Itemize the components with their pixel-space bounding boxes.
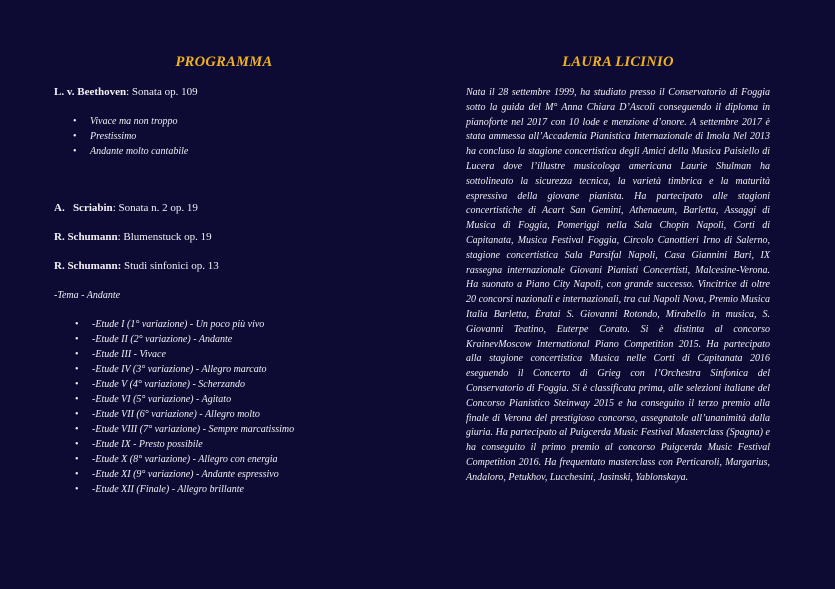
bullet-icon: • — [75, 439, 79, 450]
movement-label: Andante molto cantabile — [90, 146, 189, 157]
bullet-icon: • — [75, 424, 79, 435]
etude-item — [75, 452, 294, 467]
etude-item — [75, 347, 294, 362]
movement-label: -Etude VI (5° variazione) - Agitato — [92, 394, 232, 405]
movement-label: -Etude XI (9° variazione) - Andante espressivo — [92, 469, 279, 480]
etude-item — [75, 437, 294, 452]
movement-label: -Etude III - Vivace — [92, 349, 166, 360]
movement-label: -Etude II (2° variazione) - Andante — [92, 334, 233, 345]
etude-item — [75, 332, 294, 347]
movement-item — [73, 114, 188, 129]
composer-scriabin: A. Scriabin — [54, 202, 113, 214]
bullet-icon: • — [75, 469, 79, 480]
biography-text: Nata il 28 settembre 1999, ha studiato presso il Conservatorio di Foggia sotto la guida del M° Anna Chiara D’Ascoli conseguendo il diploma in pianoforte nel 2017 con 10 lode e menzione d’onore. A settembre 2017 è stata ammessa all’Accademia Pianistica Internazionale di Imola Nel 2013 ha concluso la stagione concertistica degli Amici della Musica Paisiello di Lucera dove l’illustre musicologa americana Laurie Shulman ha sottolineato la sicurezza tecnica, la varietà timbrica e la maturità espressiva della giovane pianista. Ha partecipato alle stagioni concertistiche di Acart San Gemini, Athenaeum, Barletta, Assaggi di Musica di Foggia, Pomeriggi nella Sala Chopin Napoli, Corti di Capitanata, Musica Festival Foggia, Circolo Canottieri Irno di Salerno, stagione concertistica Sala Parsifal Napoli, Casa Giannini Bari, IX rassegna internazionale Giovani Pianisti Concertisti, Malcesine-Verona. Ha suonato a Piano City Napoli, con grande successo. Vincitrice di oltre 20 concorsi nazionali e internazionali, tra cui Napoli Nova, Premio Musica Italia Barletta, Èratai S. Giovanni Rotondo, Mirabello in musica, S. Giovanni Teatino, Euterpe Corato. Si è distinta al concorso KrainevMoscow International Piano Competition 2015. Ha partecipato alla stagione concertistica Musica nelle Corti di Capitanata 2016 eseguendo il Concerto di Grieg con l’Orchestra Sinfonica del Conservatorio di Foggia. Si è classificata prima, alle selezioni italiane del Concorso Pianistico Steinway 2015 e ha conseguito il terzo premio alla finale di Verona del prestigioso concorso, assegnatole all’unanimità dalla giuria. Ha partecipato al Puigcerda Music Festival Masterclass (Spagna) e ha conseguito il primo premio al concorso Puigcerda Music Festival Competition 2016. Ha frequentato masterclass con Perticaroli, Margarius, Andaloro, Petukhov, Lucchesini, Jasinski, Yablonskaya. — [466, 87, 770, 483]
bullet-icon: • — [75, 364, 79, 375]
composer-schumann: R. Schumann: — [54, 260, 122, 272]
bullet-icon: • — [73, 146, 77, 157]
etude-item — [75, 407, 294, 422]
piece-beethoven — [54, 86, 198, 98]
etude-item — [75, 482, 294, 497]
bullet-icon: • — [75, 319, 79, 330]
bullet-icon: • — [73, 116, 77, 127]
etude-item — [75, 362, 294, 377]
bullet-icon: • — [75, 349, 79, 360]
movement-item — [73, 144, 189, 159]
movement-label: -Etude VII (6° variazione) - Allegro molto — [92, 409, 260, 420]
movement-label: Vivace ma non troppo — [90, 116, 178, 127]
piece-schumann-blumenstuck — [54, 231, 212, 243]
bullet-icon: • — [75, 379, 79, 390]
bullet-icon: • — [75, 334, 79, 345]
etude-item — [75, 392, 294, 407]
piece-scriabin — [54, 202, 198, 214]
movement-label: -Etude VIII (7° variazione) - Sempre marcatissimo — [92, 424, 295, 435]
etude-item — [75, 317, 294, 332]
composer-beethoven: L. v. Beethoven — [54, 86, 127, 98]
bullet-icon: • — [73, 131, 77, 142]
bullet-icon: • — [75, 454, 79, 465]
work-beethoven: : Sonata op. 109 — [126, 86, 198, 98]
etude-item — [75, 467, 294, 482]
composer-schumann: R. Schumann — [54, 231, 118, 243]
work-schumann-blumenstuck: : Blumenstuck op. 19 — [117, 231, 212, 243]
movement-label: -Etude IV (3° variazione) - Allegro marcato — [92, 364, 267, 375]
beethoven-movements — [73, 114, 189, 159]
bullet-icon: • — [75, 394, 79, 405]
movement-label: -Etude V (4° variazione) - Scherzando — [92, 379, 245, 390]
bullet-icon: • — [75, 409, 79, 420]
etude-item — [75, 377, 294, 392]
movement-label: -Etude I (1° variazione) - Un poco più vivo — [92, 319, 265, 330]
tema: -Tema - Andante — [54, 290, 121, 301]
artist-name-heading: LAURA LICINIO — [562, 54, 674, 70]
movement-item — [73, 129, 188, 144]
etude-item — [75, 422, 295, 437]
movement-label: -Etude XII (Finale) - Allegro brillante — [92, 484, 244, 495]
etudes-list — [75, 317, 295, 497]
movement-label: Prestissimo — [90, 131, 137, 142]
bullet-icon: • — [75, 484, 79, 495]
movement-label: -Etude IX - Presto possibile — [92, 439, 203, 450]
programma-heading: PROGRAMMA — [175, 54, 273, 70]
work-scriabin: : Sonata n. 2 op. 19 — [112, 202, 198, 214]
piece-schumann-studi — [54, 260, 219, 272]
work-schumann-studi: Studi sinfonici op. 13 — [121, 260, 219, 272]
movement-label: -Etude X (8° variazione) - Allegro con energia — [92, 454, 278, 465]
